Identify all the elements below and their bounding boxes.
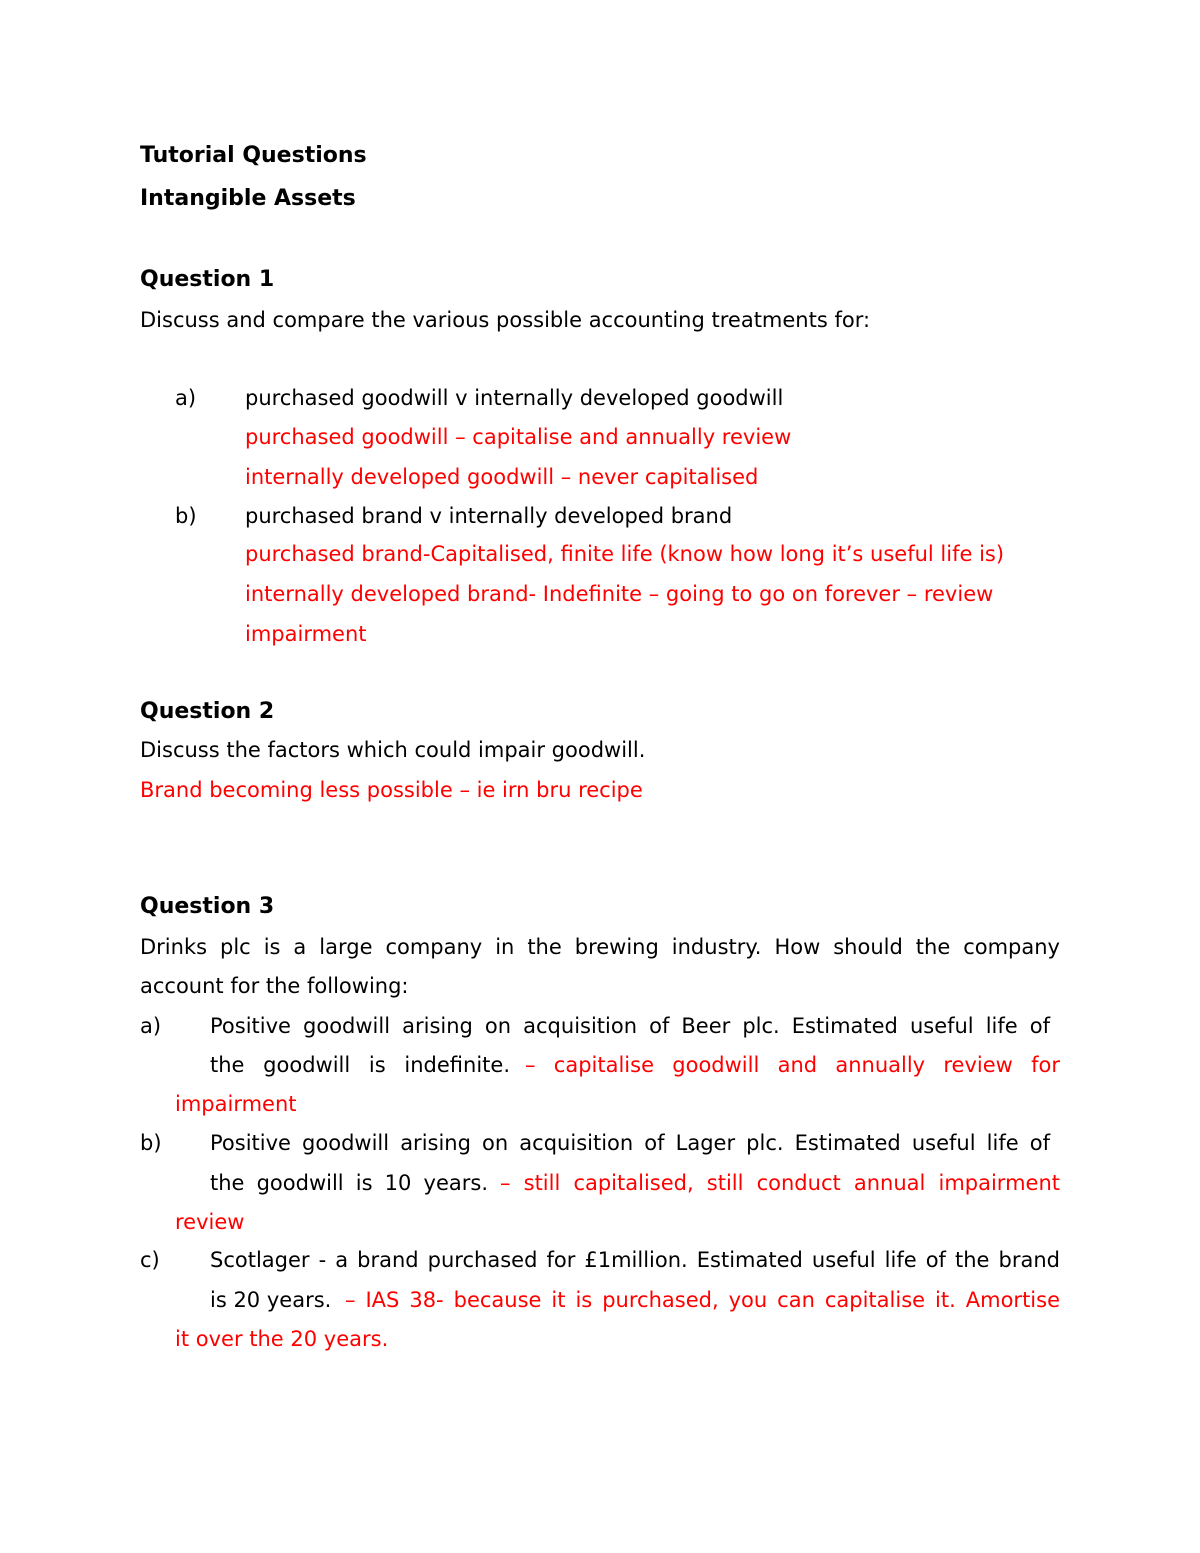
q3-c-line-3-answer: it over the 20 years. [175,1327,389,1351]
q1-b-answer-1: purchased brand-Capitalised, finite life (know how long it’s useful life is) [245,542,1005,566]
q1-a-answer-2: internally developed goodwill – never capitalised [245,465,759,489]
q3-b-line-2-answer: – still capitalised, still conduct annual impairment [500,1171,1060,1195]
q1-b-label: b) [175,504,197,528]
question-1-heading: Question 1 [140,267,275,292]
q3-c-line-2-text: is 20 years. [210,1288,332,1312]
q3-c-line-2 [210,1286,1060,1314]
q3-b-line-1: Positive goodwill arising on acquisition of Lager plc. Estimated useful life of [210,1131,1050,1155]
question-2-heading: Question 2 [140,699,275,724]
q3-b-line-2-text: the goodwill is 10 years. [210,1171,488,1195]
q3-b-line-2 [210,1169,1060,1197]
q3-b-line-3-answer: review [175,1210,245,1234]
question-1-prompt: Discuss and compare the various possible accounting treatments for: [140,308,871,332]
question-2-prompt: Discuss the factors which could impair goodwill. [140,738,646,762]
q1-b-answer-3: impairment [245,622,367,646]
question-3-heading: Question 3 [140,894,275,919]
q1-a-label: a) [175,386,197,410]
q3-c-line-1: Scotlager - a brand purchased for £1million. Estimated useful life of the brand [210,1248,1060,1272]
document-subtitle: Intangible Assets [140,186,356,211]
question-2-answer: Brand becoming less possible – ie irn bru recipe [140,778,643,802]
q3-b-label: b) [140,1131,162,1155]
q3-a-line-3-answer: impairment [175,1092,297,1116]
question-3-prompt-line-2: account for the following: [140,974,409,998]
q3-a-label: a) [140,1014,162,1038]
q3-a-line-2-text: the goodwill is indefinite. [210,1053,510,1077]
q1-b-text: purchased brand v internally developed brand [245,504,733,528]
document-title: Tutorial Questions [140,143,367,168]
q1-a-text: purchased goodwill v internally developed goodwill [245,386,784,410]
q3-c-label: c) [140,1248,160,1272]
q1-a-answer-1: purchased goodwill – capitalise and annually review [245,425,792,449]
q3-a-line-2-answer: – capitalise goodwill and annually review for [525,1053,1060,1077]
question-3-prompt-line-1: Drinks plc is a large company in the brewing industry. How should the company [140,935,1060,959]
q3-a-line-1: Positive goodwill arising on acquisition of Beer plc. Estimated useful life of [210,1014,1050,1038]
q3-c-line-2-answer: – IAS 38- because it is purchased, you can capitalise it. Amortise [345,1288,1060,1312]
q1-b-answer-2: internally developed brand- Indefinite – going to go on forever – review [245,582,994,606]
q3-a-line-2 [210,1051,1060,1079]
